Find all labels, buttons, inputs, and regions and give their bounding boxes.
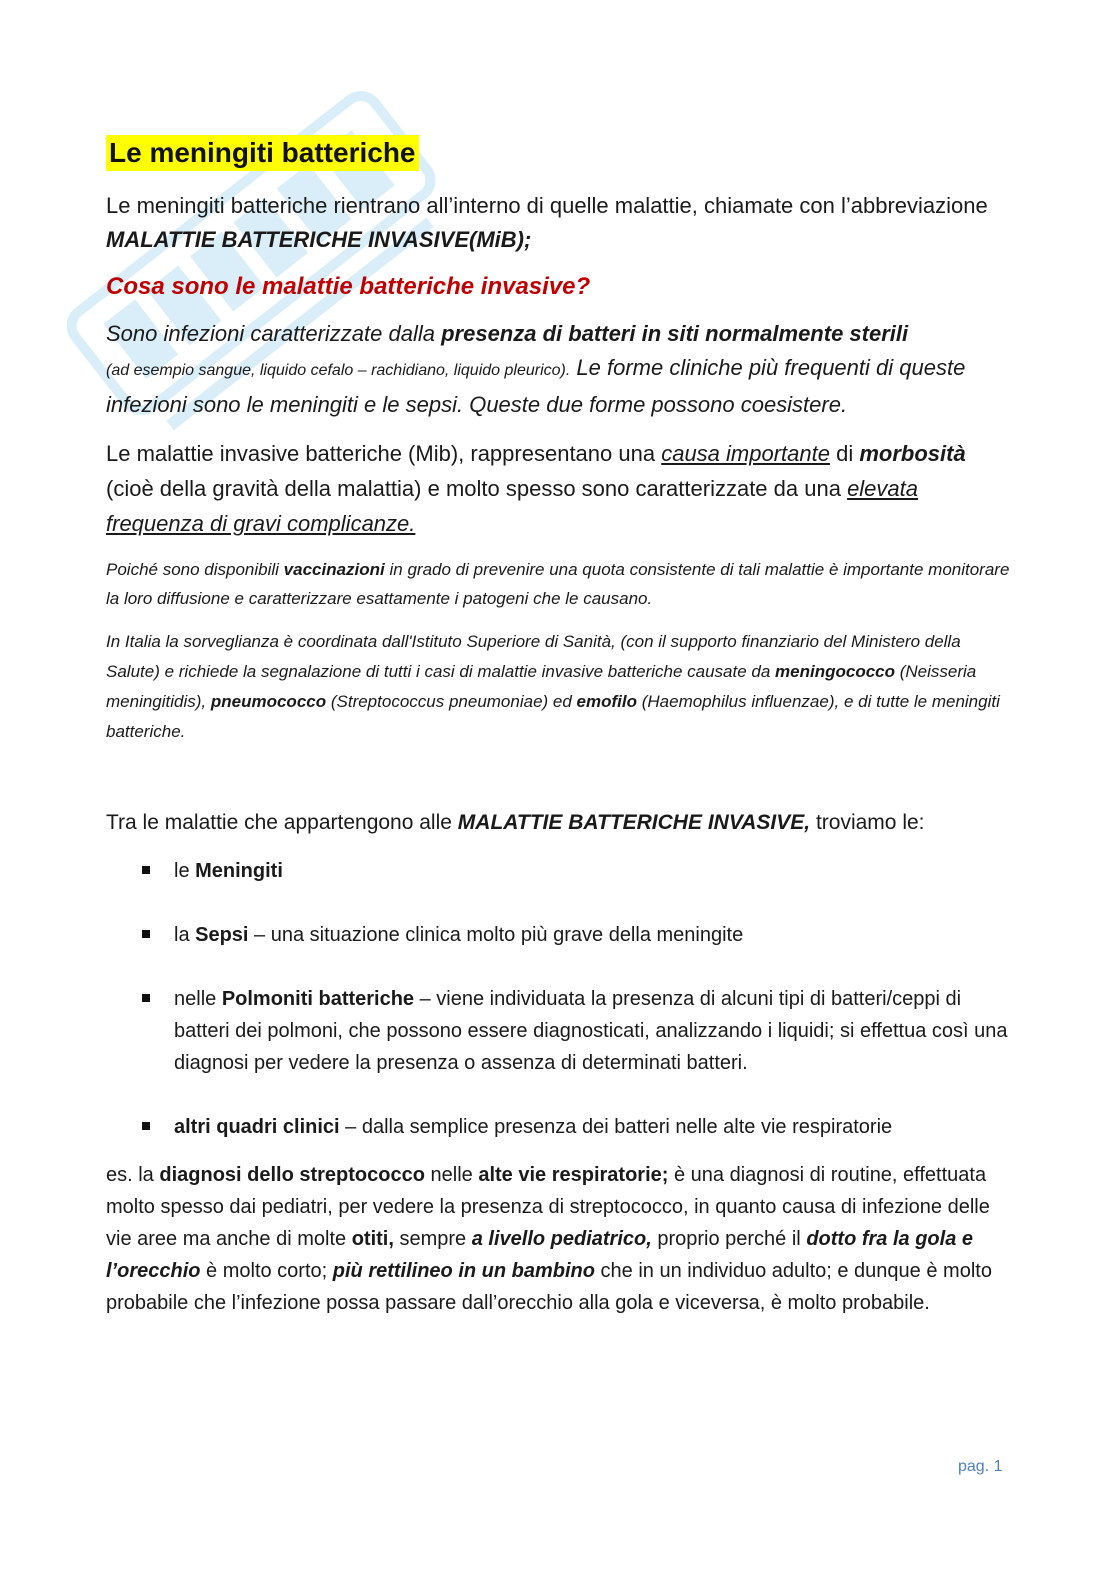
document-body xyxy=(106,135,1016,1319)
section-heading: Cosa sono le malattie batteriche invasive? xyxy=(106,273,591,300)
page-number: pag. 1 xyxy=(958,1458,1003,1475)
disease-list xyxy=(106,855,1016,1143)
list-item: le Meningiti xyxy=(106,855,1016,887)
list-intro-paragraph: Tra le malattie che appartengono alle MALATTIE BATTERICHE INVASIVE, troviamo le: xyxy=(106,811,925,834)
page-title: Le meningiti batteriche xyxy=(106,135,419,171)
intro-paragraph: Le meningiti batteriche rientrano all’interno di quelle malattie, chiamate con l’abbreviazione MALATTIE BATTERICHE INVASIVE(MiB); xyxy=(106,193,988,252)
surveillance-paragraph: In Italia la sorveglianza è coordinata dall'Istituto Superiore di Sanità, (con il supporto finanziario del Ministero della Salute) e richiede la segnalazione di tutti i casi di malattie invasive batteriche causate da meningococco (Neisseria meningitidis), pneumococco (Streptococcus pneumoniae) ed emofilo (Haemophilus influenzae), e di tutte le meningiti batteriche. xyxy=(106,632,1000,741)
example-paragraph: es. la diagnosi dello streptococco nelle alte vie respiratorie; è una diagnosi di routine, effettuata molto spesso dai pediatri, per vedere la presenza di streptococco, in quanto causa di infezione delle vie aree ma anche di molte otiti, sempre a livello pediatrico, proprio perché il dotto fra la gola e l’orecchio è molto corto; più rettilineo in un bambino che in un individuo adulto; e dunque è molto probabile che l’infezione possa passare dall’orecchio alla gola e viceversa, è molto probabile. xyxy=(106,1164,992,1314)
definition-paragraph: Sono infezioni caratterizzate dalla presenza di batteri in siti normalmente sterili (ad esempio sangue, liquido cefalo – rachidiano, liquido pleurico). Le forme cliniche più frequenti di queste infezioni sono le meningiti e le sepsi. Queste due forme possono coesistere. xyxy=(106,321,966,417)
list-item: nelle Polmoniti batteriche – viene individuata la presenza di alcuni tipi di batteri/ceppi di batteri dei polmoni, che possono essere diagnosticati, analizzando i liquidi; si effettua così una diagnosi per vedere la presenza o assenza di determinati batteri. xyxy=(106,983,1016,1079)
list-item: altri quadri clinici – dalla semplice presenza dei batteri nelle alte vie respiratorie xyxy=(106,1111,1016,1143)
list-item: la Sepsi – una situazione clinica molto più grave della meningite xyxy=(106,919,1016,951)
vaccines-paragraph: Poiché sono disponibili vaccinazioni in grado di prevenire una quota consistente di tali malattie è importante monitorare la loro diffusione e caratterizzare esattamente i patogeni che le causano. xyxy=(106,560,1010,608)
morbosity-paragraph: Le malattie invasive batteriche (Mib), rappresentano una causa importante di morbosità (cioè della gravità della malattia) e molto spesso sono caratterizzate da una elevata frequenza di gravi complicanze. xyxy=(106,441,966,536)
